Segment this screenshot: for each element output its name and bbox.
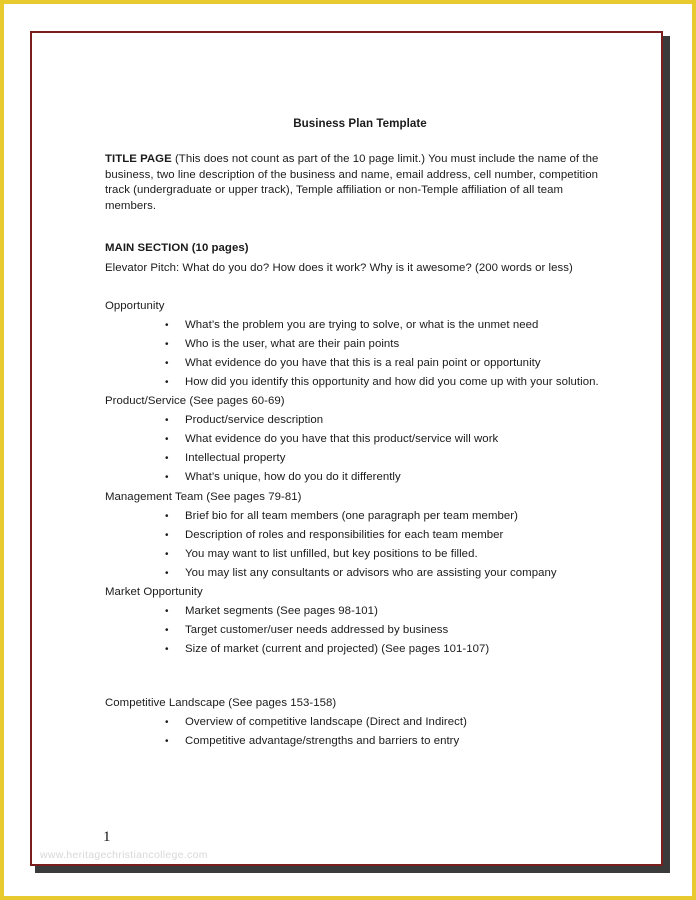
list-item: • Size of market (current and projected) (See pages 101-107) bbox=[165, 643, 490, 655]
bullet-icon: • bbox=[165, 358, 169, 369]
list-item: • What evidence do you have that this is a real pain point or opportunity bbox=[165, 357, 541, 369]
bullet-icon: • bbox=[165, 434, 169, 445]
document-page bbox=[30, 31, 663, 866]
bullet-icon: • bbox=[165, 339, 169, 350]
list-item: • Overview of competitive landscape (Direct and Indirect) bbox=[165, 716, 467, 728]
list-item: • Brief bio for all team members (one paragraph per team member) bbox=[165, 510, 518, 522]
bullet-icon: • bbox=[165, 472, 169, 483]
list-item: • Target customer/user needs addressed by business bbox=[165, 624, 449, 636]
section-heading-product-service: Product/Service (See pages 60-69) bbox=[105, 395, 285, 407]
bullet-icon: • bbox=[165, 568, 169, 579]
bullet-icon: • bbox=[165, 320, 169, 331]
section-heading-competitive-landscape: Competitive Landscape (See pages 153-158) bbox=[105, 697, 337, 709]
list-item: • Competitive advantage/strengths and barriers to entry bbox=[165, 735, 460, 747]
list-item: • How did you identify this opportunity and how did you come up with your solution. bbox=[165, 376, 599, 388]
bullet-icon: • bbox=[165, 736, 169, 747]
list-item: • What’s the problem you are trying to solve, or what is the unmet need bbox=[165, 319, 539, 331]
title-page-paragraph bbox=[105, 152, 615, 214]
bullet-icon: • bbox=[165, 530, 169, 541]
page-number: 1 bbox=[103, 829, 111, 845]
bullet-icon: • bbox=[165, 606, 169, 617]
section-heading-market-opportunity: Market Opportunity bbox=[105, 586, 203, 598]
bullet-icon: • bbox=[165, 453, 169, 464]
bullet-icon: • bbox=[165, 377, 169, 388]
bullet-icon: • bbox=[165, 644, 169, 655]
list-item: • Product/service description bbox=[165, 414, 324, 426]
title-page-heading: TITLE PAGE bbox=[105, 153, 172, 165]
list-item: • Intellectual property bbox=[165, 452, 286, 464]
main-section-heading: MAIN SECTION (10 pages) bbox=[105, 242, 249, 254]
watermark: www.heritagechristiancollege.com bbox=[40, 849, 208, 861]
list-item: • You may want to list unfilled, but key positions to be filled. bbox=[165, 548, 478, 560]
document-title: Business Plan Template bbox=[293, 117, 427, 130]
bullet-icon: • bbox=[165, 511, 169, 522]
bullet-icon: • bbox=[165, 415, 169, 426]
bullet-icon: • bbox=[165, 549, 169, 560]
section-heading-management-team: Management Team (See pages 79-81) bbox=[105, 491, 302, 503]
list-item: • You may list any consultants or advisors who are assisting your company bbox=[165, 567, 557, 579]
bullet-icon: • bbox=[165, 717, 169, 728]
title-page-text: (This does not count as part of the 10 page limit.) You must include the name of the business, two line description of the business and name, email address, cell number, competition track (undergraduate or upper track), Temple affiliation or non-Temple affiliation of all team members. bbox=[105, 153, 599, 212]
elevator-pitch: Elevator Pitch: What do you do? How does it work? Why is it awesome? (200 words or less) bbox=[105, 262, 573, 274]
list-item: • Who is the user, what are their pain points bbox=[165, 338, 400, 350]
bullet-icon: • bbox=[165, 625, 169, 636]
list-item: • Description of roles and responsibilities for each team member bbox=[165, 529, 504, 541]
list-item: • What’s unique, how do you do it differently bbox=[165, 471, 401, 483]
list-item: • What evidence do you have that this product/service will work bbox=[165, 433, 499, 445]
section-heading-opportunity: Opportunity bbox=[105, 300, 165, 312]
list-item: • Market segments (See pages 98-101) bbox=[165, 605, 378, 617]
